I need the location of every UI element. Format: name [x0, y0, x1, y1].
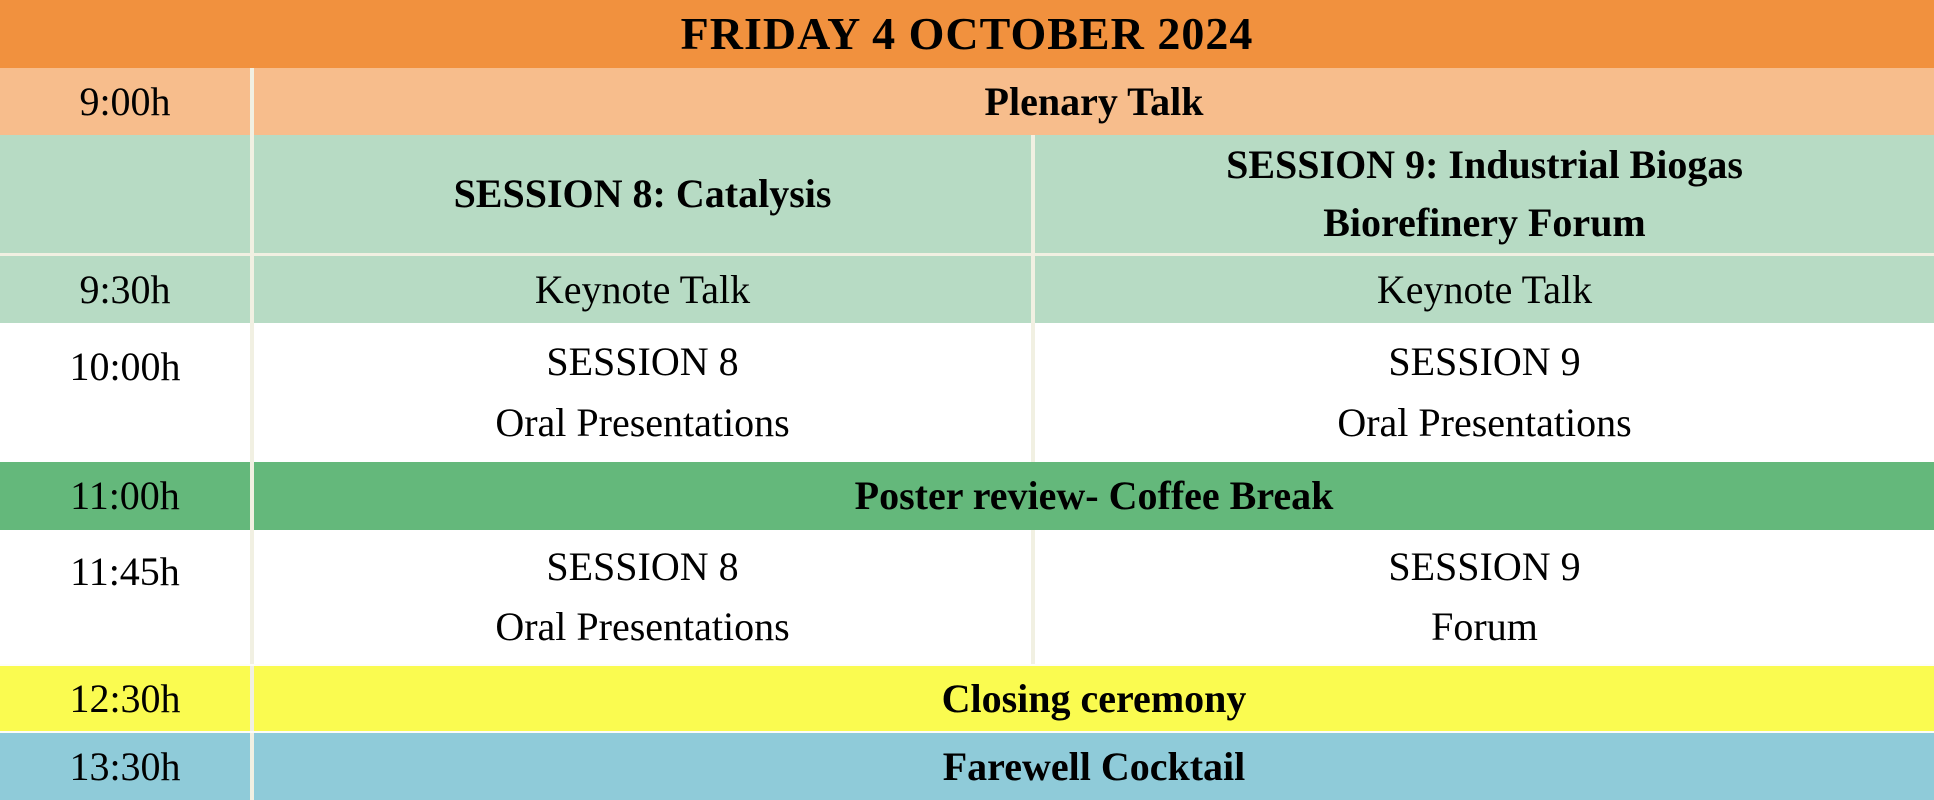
- session9-forum-line2: Forum: [1431, 603, 1538, 649]
- coffee-break-row: [0, 462, 1934, 530]
- farewell-cocktail-cell: Farewell Cocktail: [250, 733, 1934, 800]
- page-title: FRIDAY 4 OCTOBER 2024: [680, 7, 1254, 59]
- session9-forum-line1: SESSION 9: [1388, 544, 1581, 590]
- closing-row: [0, 664, 1934, 731]
- session8-oral2-line2: Oral Presentations: [495, 603, 790, 649]
- session8-oral-line2: Oral Presentations: [495, 400, 790, 445]
- time-cell-9-30: 9:30h: [79, 266, 171, 312]
- plenary-talk-cell: Plenary Talk: [250, 68, 1934, 135]
- session-headers-row: [0, 135, 1934, 253]
- keynote-row: [0, 253, 1934, 323]
- time-cell-13-30: 13:30h: [69, 743, 181, 789]
- session9-oral-cell: [1031, 323, 1934, 462]
- oral-midday-row: [0, 530, 1934, 664]
- session9-oral-line1: SESSION 9: [1388, 339, 1581, 384]
- session9-forum-cell: [1031, 530, 1934, 664]
- session9-header-line1: SESSION 9: Industrial Biogas: [1226, 142, 1743, 188]
- session9-keynote-cell: Keynote Talk: [1031, 256, 1934, 323]
- session9-header-cell: [1031, 135, 1934, 253]
- title-row: [0, 0, 1934, 68]
- time-cell-empty: [0, 135, 250, 253]
- oral-morning-row: [0, 323, 1934, 462]
- closing-ceremony-cell: Closing ceremony: [250, 666, 1934, 731]
- plenary-row: [0, 68, 1934, 135]
- session8-oral-line1: SESSION 8: [546, 339, 739, 384]
- time-cell-10-00: 10:00h: [69, 344, 181, 389]
- session8-keynote-cell: Keynote Talk: [250, 256, 1031, 323]
- time-cell-9-00: 9:00h: [79, 78, 171, 124]
- time-cell-11-00: 11:00h: [70, 473, 180, 518]
- session9-header-line2: Biorefinery Forum: [1323, 199, 1646, 245]
- time-cell-12-30: 12:30h: [69, 675, 181, 721]
- cocktail-row: [0, 731, 1934, 800]
- time-cell-11-45: 11:45h: [70, 549, 180, 594]
- session9-oral-line2: Oral Presentations: [1337, 400, 1632, 445]
- session8-oral-cell: [250, 323, 1031, 462]
- session8-oral2-cell: [250, 530, 1031, 664]
- session8-header-cell: SESSION 8: Catalysis: [250, 135, 1031, 253]
- coffee-break-cell: Poster review- Coffee Break: [250, 462, 1934, 530]
- session8-oral2-line1: SESSION 8: [546, 544, 739, 590]
